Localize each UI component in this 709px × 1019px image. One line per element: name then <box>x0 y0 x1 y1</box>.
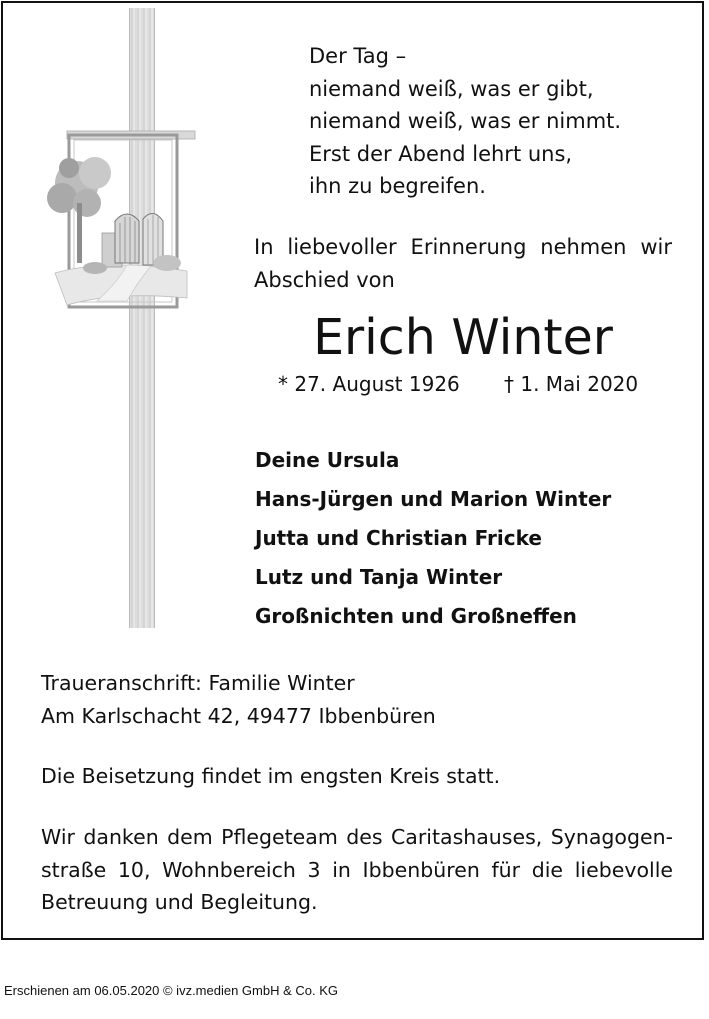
poem-line: Erst der Abend lehrt uns, <box>309 141 573 166</box>
mourner: Lutz und Tanja Winter <box>255 565 503 589</box>
thanks-note: Wir danken dem Pflegeteam des Caritashauses, Synagogenstraße 10, Wohnbereich 3 in Ibbenbüren für die liebevolle Betreuung und Begleitung. <box>41 825 673 914</box>
deceased-name: Erich Winter <box>313 309 613 366</box>
poem-line: Der Tag – <box>309 44 407 68</box>
poem <box>309 40 689 203</box>
intro-text: In liebevoller Erinnerung nehmen wir Abschied von <box>254 235 672 292</box>
funeral-note: Die Beisetzung findet im engsten Kreis statt. <box>41 764 501 788</box>
mourner: Jutta und Christian Fricke <box>255 526 542 550</box>
garden-gate-illustration <box>47 123 197 333</box>
address-line: Traueranschrift: Familie Winter <box>41 671 355 695</box>
obituary-frame <box>1 1 704 940</box>
mourner: Deine Ursula <box>255 448 400 472</box>
mourner: Hans-Jürgen und Marion Winter <box>255 487 612 511</box>
publication-footer: Erschienen am 06.05.2020 © ivz.medien GmbH & Co. KG <box>4 983 339 998</box>
address-line: Am Karlschacht 42, 49477 Ibbenbüren <box>41 703 436 728</box>
poem-line: ihn zu begreifen. <box>309 174 486 198</box>
mourners-list <box>255 441 685 636</box>
birth-date: * 27. August 1926 <box>278 372 460 396</box>
poem-line: niemand weiß, was er nimmt. <box>309 109 622 133</box>
mourning-address <box>41 667 673 732</box>
poem-line: niemand weiß, was er gibt, <box>309 76 594 101</box>
mourner: Großnichten und Großneffen <box>255 604 577 628</box>
death-date: † 1. Mai 2020 <box>504 372 639 396</box>
